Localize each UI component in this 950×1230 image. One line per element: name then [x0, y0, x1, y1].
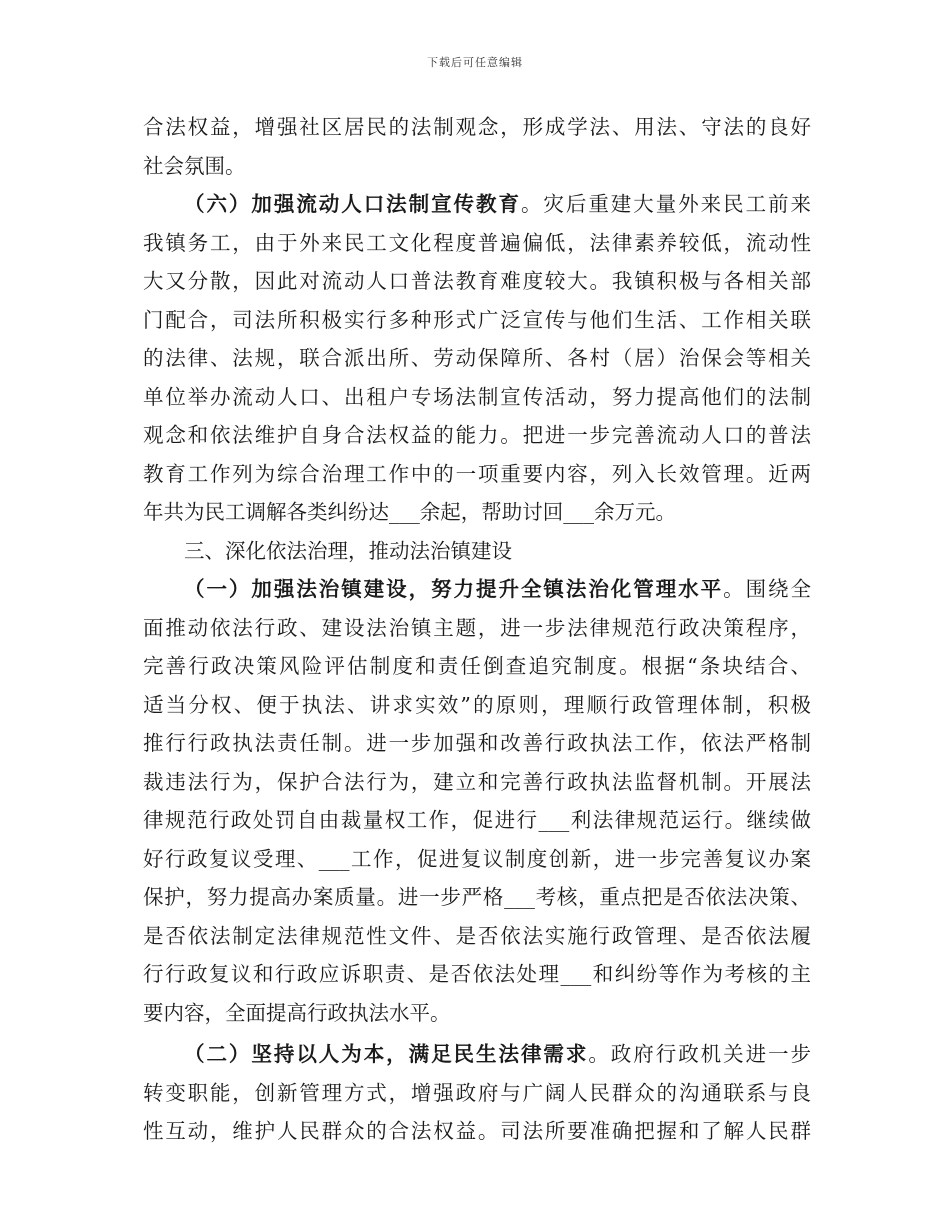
line-text: 大又分散，因此对流动人口普法教育难度较大。我镇积极与各相关部 — [143, 269, 811, 293]
line-text: 教育工作列为综合治理工作中的一项重要内容，列入长效管理。近两 — [143, 461, 811, 486]
text-line — [143, 493, 811, 532]
text-line — [143, 147, 811, 186]
text-line — [143, 1074, 811, 1113]
line-text: 三、深化依法治理，推动法治镇建设 — [184, 538, 512, 563]
line-text: 面推动依法行政、建设法治镇主题，进一步法律规范行政决策程序， — [143, 615, 811, 640]
text-line — [143, 955, 811, 994]
text-line — [143, 532, 811, 571]
line-text: 的法律、法规，联合派出所、劳动保障所、各村（居）治保会等相关 — [143, 346, 811, 370]
text-line — [143, 724, 811, 763]
text-line — [143, 609, 811, 648]
text-line — [143, 570, 811, 609]
text-line — [143, 224, 811, 263]
text-line — [143, 1035, 811, 1074]
text-line — [143, 763, 811, 802]
text-line — [143, 686, 811, 725]
bold-heading: （六）加强流动人口法制宣传教育 — [184, 192, 521, 216]
text-line — [143, 262, 811, 301]
bold-heading: （一）加强法治镇建设，努力提升全镇法治化管理水平 — [184, 577, 724, 601]
text-line — [143, 878, 811, 917]
line-text: 律规范行政处罚自由裁量权工作，促进行___利法律规范运行。继续做 — [143, 808, 811, 832]
line-text: 年共为民工调解各类纠纷达___余起，帮助讨回___余万元。 — [143, 500, 676, 524]
text-line — [143, 185, 811, 224]
text-line — [143, 917, 811, 956]
line-text: 观念和依法维护自身合法权益的能力。把进一步完善流动人口的普法 — [143, 423, 811, 447]
document-body — [143, 108, 811, 1151]
line-text: 是否依法制定法律规范性文件、是否依法实施行政管理、是否依法履 — [143, 923, 811, 948]
text-line — [143, 840, 811, 879]
line-text: 性互动，维护人民群众的合法权益。司法所要准确把握和了解人民群 — [143, 1119, 811, 1143]
line-text: 转变职能，创新管理方式，增强政府与广阔人民群众的沟通联系与良 — [143, 1080, 811, 1105]
text-line — [143, 1112, 811, 1151]
text-line — [143, 108, 811, 147]
text-line — [143, 301, 811, 340]
text-line — [143, 801, 811, 840]
line-text: 社会氛围。 — [143, 153, 246, 178]
line-text: 门配合，司法所积极实行多种形式广泛宣传与他们生活、工作相关联 — [143, 307, 811, 332]
line-text: 行行政复议和行政应诉职责、是否依法处理___和纠纷等作为考核的主 — [143, 962, 811, 986]
line-text: 我镇务工，由于外来民工文化程度普遍偏低，法律素养较低，流动性 — [143, 230, 811, 255]
line-text: 适当分权、便于执法、讲求实效”的原则，理顺行政管理体制，积极 — [143, 692, 811, 717]
text-line — [143, 339, 811, 378]
text-line — [143, 378, 811, 417]
text-line — [143, 647, 811, 686]
bold-heading: （二）坚持以人为本，满足民生法律需求 — [184, 1042, 589, 1066]
line-text: 。灾后重建大量外来民工前来 — [520, 192, 812, 216]
line-text: 好行政复议受理、___工作，促进复议制度创新，进一步完善复议办案 — [143, 846, 811, 871]
line-text: 要内容，全面提高行政执法水平。 — [143, 1000, 451, 1025]
line-text: 保护，努力提高办案质量。进一步严格___考核，重点把是否依法决策、 — [143, 885, 811, 909]
line-text: 合法权益，增强社区居民的法制观念，形成学法、用法、守法的良好 — [143, 115, 811, 139]
text-line — [143, 994, 811, 1033]
text-line — [143, 416, 811, 455]
line-text: 。政府行政机关进一步 — [588, 1042, 812, 1066]
line-text: 推行行政执法责任制。进一步加强和改善行政执法工作，依法严格制 — [143, 731, 811, 755]
line-text: 裁违法行为，保护合法行为，建立和完善行政执法监督机制。开展法 — [143, 769, 811, 794]
line-text: 完善行政决策风险评估制度和责任倒查追究制度。根据“条块结合、 — [143, 654, 811, 678]
line-text: 单位举办流动人口、出租户专场法制宣传活动，努力提高他们的法制 — [143, 384, 811, 409]
page-header: 下载后可任意编辑 — [427, 56, 523, 69]
line-text: 。围绕全 — [723, 577, 811, 601]
text-line — [143, 455, 811, 494]
